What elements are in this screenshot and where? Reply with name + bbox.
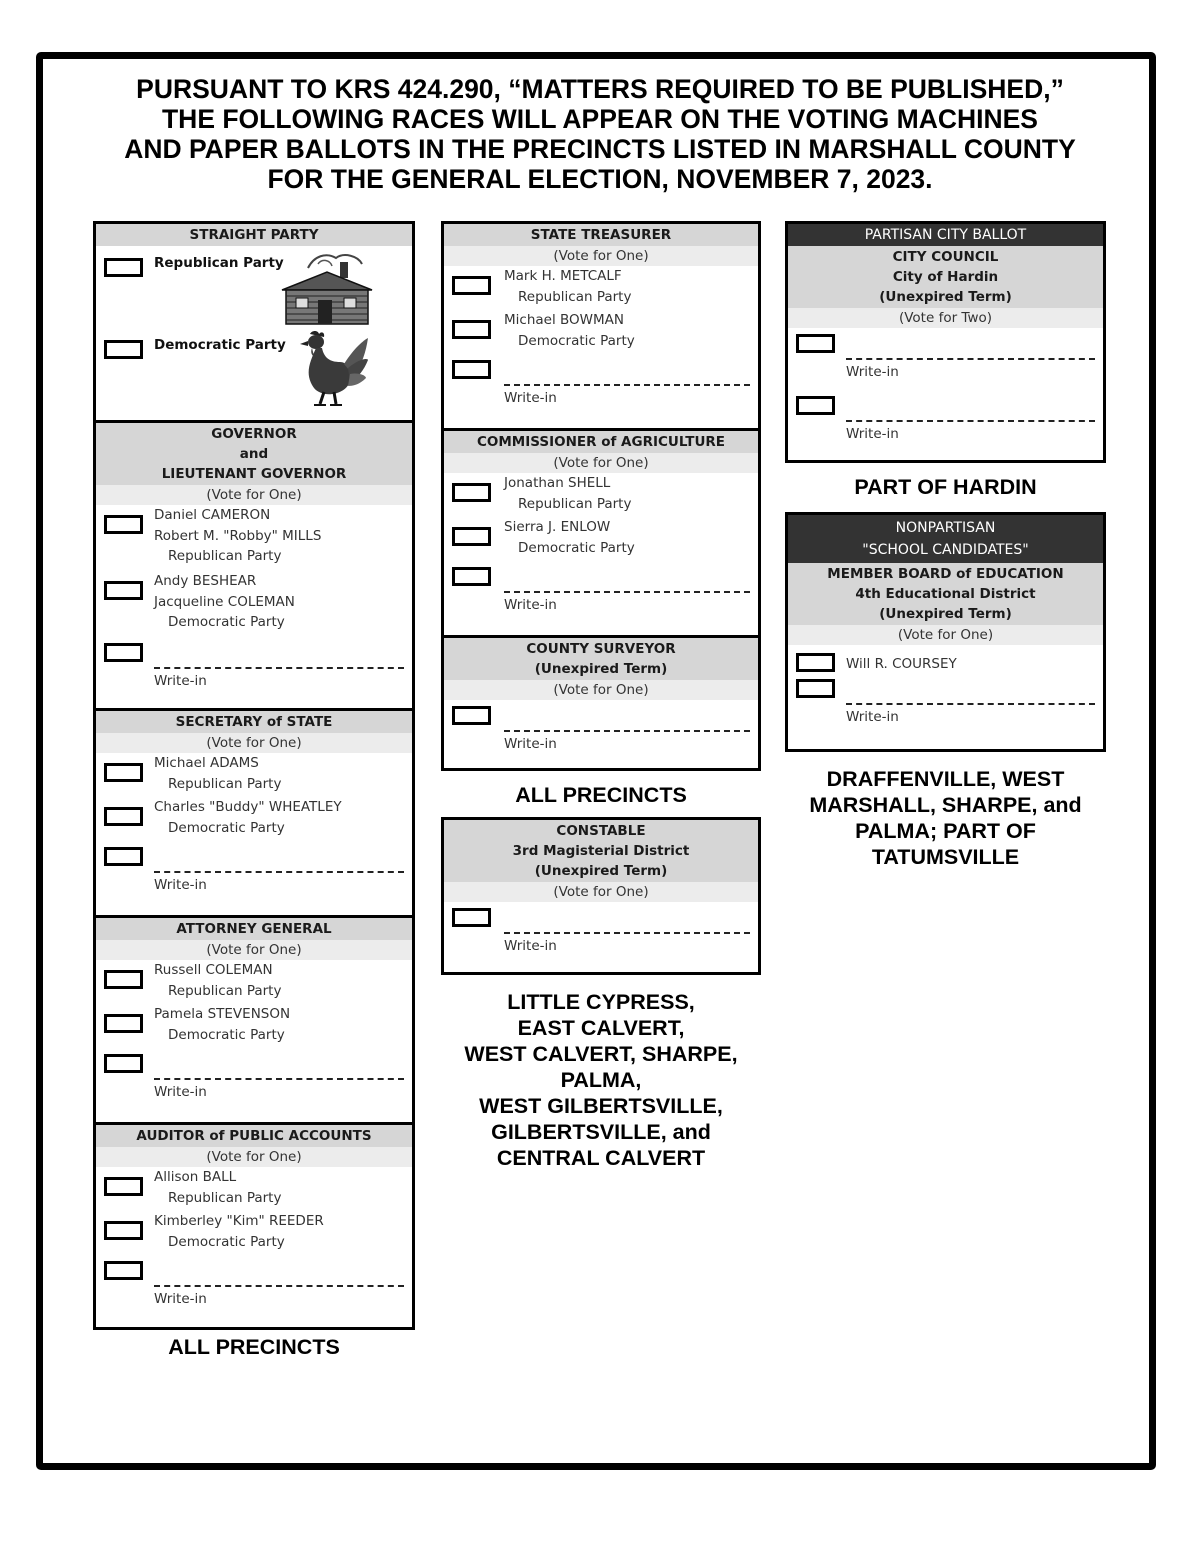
vote-instruction: (Vote for One) — [444, 453, 758, 473]
candidate-name: Mark H. METCALF — [504, 268, 622, 284]
candidate-bowman — [444, 310, 758, 354]
candidate-name: Sierra J. ENLOW — [504, 519, 611, 535]
candidate-name: Kimberley "Kim" REEDER — [154, 1213, 324, 1229]
candidate-party: Democratic Party — [168, 819, 285, 836]
straight-party-header: STRAIGHT PARTY — [96, 224, 412, 246]
shell-checkbox[interactable] — [452, 483, 491, 502]
middle-precincts-label: ALL PRECINCTS — [515, 783, 687, 807]
write-in-checkbox[interactable] — [452, 908, 491, 927]
republican-party-option — [96, 246, 412, 328]
wheatley-checkbox[interactable] — [104, 807, 143, 826]
candidate-ball — [96, 1167, 412, 1211]
write-in-checkbox[interactable] — [104, 1261, 143, 1280]
write-in-line[interactable] — [846, 420, 1095, 422]
heading-line-4: FOR THE GENERAL ELECTION, NOVEMBER 7, 2023. — [267, 164, 933, 194]
auditor-header: AUDITOR of PUBLIC ACCOUNTS — [96, 1125, 412, 1147]
vote-for-two-instruction: (Vote for Two) — [788, 308, 1103, 328]
precinct-line: PALMA; PART OF — [855, 819, 1036, 843]
republican-party-label: Republican Party — [154, 255, 284, 271]
constable-title: CONSTABLE — [556, 823, 646, 839]
straight-party-section — [96, 224, 412, 420]
school-district: 4th Educational District — [855, 586, 1036, 602]
bowman-checkbox[interactable] — [452, 320, 491, 339]
nonpartisan-banner — [788, 515, 1103, 563]
write-in-label: Write-in — [846, 426, 899, 442]
vote-instruction: (Vote for One) — [444, 246, 758, 266]
candidate-party: Democratic Party — [168, 614, 285, 630]
stevenson-checkbox[interactable] — [104, 1014, 143, 1033]
school-board-box — [785, 512, 1106, 752]
secretary-of-state-section — [96, 708, 412, 915]
constable-term: (Unexpired Term) — [534, 863, 668, 879]
school-precincts-label — [785, 766, 1106, 870]
city-council-title: CITY COUNCIL — [892, 249, 999, 265]
write-in-label: Write-in — [154, 1291, 207, 1307]
city-council-write-in-2 — [788, 390, 1103, 448]
constable-district: 3rd Magisterial District — [512, 843, 690, 859]
candidate-beshear-coleman — [96, 571, 412, 637]
write-in-label: Write-in — [154, 1084, 207, 1100]
precinct-line: CENTRAL CALVERT — [496, 1146, 706, 1170]
candidate-party: Republican Party — [168, 548, 282, 564]
precinct-line: WEST CALVERT, SHARPE, — [464, 1042, 738, 1066]
agriculture-section — [444, 428, 758, 635]
vote-instruction: (Vote for One) — [444, 680, 758, 700]
city-council-write-in-1 — [788, 328, 1103, 390]
left-precincts-label: ALL PRECINCTS — [168, 1335, 340, 1359]
left-ballot-column — [93, 221, 415, 1330]
ball-checkbox[interactable] — [104, 1177, 143, 1196]
precinct-line: TATUMSVILLE — [871, 845, 1020, 869]
constable-header — [444, 820, 758, 882]
surveyor-title: COUNTY SURVEYOR — [526, 641, 676, 657]
write-in-line[interactable] — [154, 667, 404, 669]
governor-vote-instruction: (Vote for One) — [96, 485, 412, 505]
candidate-name: Robert M. "Robby" MILLS — [154, 527, 322, 544]
write-in-checkbox[interactable] — [796, 396, 835, 415]
democratic-party-label: Democratic Party — [154, 337, 286, 353]
coursey-checkbox[interactable] — [796, 653, 835, 672]
beshear-coleman-checkbox[interactable] — [104, 581, 143, 600]
candidate-name: Jacqueline COLEMAN — [154, 593, 295, 610]
write-in-checkbox[interactable] — [452, 567, 491, 586]
write-in-checkbox[interactable] — [796, 334, 835, 353]
candidate-name: Allison BALL — [154, 1169, 237, 1185]
lieutenant-governor-title: LIEUTENANT GOVERNOR — [161, 466, 347, 482]
candidate-party: Democratic Party — [518, 539, 635, 556]
treasurer-header: STATE TREASURER — [444, 224, 758, 246]
write-in-label: Write-in — [846, 709, 899, 725]
candidate-metcalf — [444, 266, 758, 310]
city-council-term: (Unexpired Term) — [879, 289, 1012, 305]
candidate-name: Michael BOWMAN — [504, 312, 624, 328]
precinct-line: EAST CALVERT, — [517, 1016, 685, 1040]
rooster-icon — [288, 328, 370, 408]
write-in-line[interactable] — [154, 1285, 404, 1287]
auditor-write-in — [96, 1255, 412, 1313]
hardin-precinct-label: PART OF HARDIN — [854, 475, 1037, 499]
write-in-label: Write-in — [154, 673, 207, 689]
vote-instruction: (Vote for One) — [788, 625, 1103, 645]
vote-instruction: (Vote for One) — [96, 1147, 412, 1167]
precinct-line: MARSHALL, SHARPE, and — [809, 793, 1082, 817]
log-cabin-icon — [278, 250, 376, 326]
write-in-checkbox[interactable] — [452, 360, 491, 379]
candidate-russell-coleman — [96, 960, 412, 1004]
city-council-header — [788, 246, 1103, 308]
write-in-line[interactable] — [504, 730, 750, 732]
agriculture-header: COMMISSIONER of AGRICULTURE — [444, 431, 758, 453]
precinct-line: GILBERTSVILLE, and — [491, 1120, 711, 1144]
candidate-wheatley — [96, 797, 412, 841]
heading-line-1: PURSUANT TO KRS 424.290, “MATTERS REQUIRED TO BE PUBLISHED,” — [136, 74, 1064, 104]
surveyor-term: (Unexpired Term) — [534, 661, 668, 677]
russell-coleman-checkbox[interactable] — [104, 970, 143, 989]
city-council-box — [785, 221, 1106, 463]
school-board-header — [788, 563, 1103, 625]
write-in-label: Write-in — [504, 390, 557, 406]
governor-section — [96, 420, 412, 708]
attorney-header: ATTORNEY GENERAL — [96, 918, 412, 940]
partisan-city-ballot-banner: PARTISAN CITY BALLOT — [788, 224, 1103, 246]
candidate-party: Republican Party — [518, 495, 632, 512]
school-candidates-title: "SCHOOL CANDIDATES" — [862, 542, 1029, 558]
school-board-title: MEMBER BOARD of EDUCATION — [827, 566, 1064, 582]
attorney-general-section — [96, 915, 412, 1122]
nonpartisan-title: NONPARTISAN — [895, 520, 996, 536]
constable-precincts-label — [441, 989, 761, 1171]
treasurer-section — [444, 224, 758, 428]
candidate-name: Russell COLEMAN — [154, 962, 273, 978]
write-in-label: Write-in — [846, 364, 899, 380]
adams-checkbox[interactable] — [104, 763, 143, 782]
surveyor-section — [444, 635, 758, 768]
candidate-party: Republican Party — [518, 288, 632, 305]
precinct-line: LITTLE CYPRESS, — [507, 990, 695, 1014]
candidate-party: Republican Party — [168, 982, 282, 999]
candidate-party: Republican Party — [168, 1189, 282, 1206]
metcalf-checkbox[interactable] — [452, 276, 491, 295]
heading-line-3: AND PAPER BALLOTS IN THE PRECINCTS LISTED IN MARSHALL COUNTY — [124, 134, 1076, 164]
write-in-checkbox[interactable] — [796, 679, 835, 698]
write-in-line[interactable] — [154, 871, 404, 873]
precinct-line: DRAFFENVILLE, WEST — [826, 767, 1065, 791]
candidate-party: Democratic Party — [168, 1233, 285, 1250]
agriculture-write-in — [444, 561, 758, 619]
notice-heading — [60, 74, 1140, 194]
constable-section — [444, 820, 758, 960]
attorney-write-in — [96, 1048, 412, 1106]
governor-and: and — [239, 446, 269, 462]
write-in-label: Write-in — [504, 736, 557, 752]
candidate-cameron-mills — [96, 505, 412, 571]
write-in-line[interactable] — [504, 384, 750, 386]
middle-ballot-column — [441, 221, 761, 771]
write-in-line[interactable] — [154, 1078, 404, 1080]
write-in-checkbox[interactable] — [104, 643, 143, 662]
write-in-label: Write-in — [154, 877, 207, 893]
vote-instruction: (Vote for One) — [96, 940, 412, 960]
candidate-reeder — [96, 1211, 412, 1255]
candidate-name: Will R. COURSEY — [846, 656, 957, 672]
candidate-party: Republican Party — [168, 775, 282, 792]
write-in-checkbox[interactable] — [452, 706, 491, 725]
candidate-coursey — [788, 645, 1103, 677]
write-in-label: Write-in — [504, 938, 557, 954]
precinct-line: PALMA, — [560, 1068, 642, 1092]
republican-party-checkbox[interactable] — [104, 258, 143, 277]
write-in-line[interactable] — [846, 703, 1095, 705]
governor-title: GOVERNOR — [211, 426, 297, 442]
city-name: City of Hardin — [892, 269, 999, 285]
governor-header — [96, 423, 412, 485]
candidate-party: Democratic Party — [518, 332, 635, 349]
candidate-adams — [96, 753, 412, 797]
heading-line-2: THE FOLLOWING RACES WILL APPEAR ON THE VOTING MACHINES — [162, 104, 1038, 134]
secretary-header: SECRETARY of STATE — [96, 711, 412, 733]
candidate-shell — [444, 473, 758, 517]
candidate-party: Democratic Party — [168, 1026, 285, 1043]
precinct-line: WEST GILBERTSVILLE, — [479, 1094, 723, 1118]
democratic-party-checkbox[interactable] — [104, 340, 143, 359]
write-in-label: Write-in — [504, 597, 557, 613]
candidate-enlow — [444, 517, 758, 561]
candidate-stevenson — [96, 1004, 412, 1048]
vote-instruction: (Vote for One) — [96, 733, 412, 753]
write-in-line[interactable] — [504, 591, 750, 593]
write-in-checkbox[interactable] — [104, 847, 143, 866]
candidate-name: Michael ADAMS — [154, 755, 259, 771]
candidate-name: Charles "Buddy" WHEATLEY — [154, 799, 342, 815]
secretary-write-in — [96, 841, 412, 899]
surveyor-header — [444, 638, 758, 680]
surveyor-write-in — [444, 700, 758, 758]
write-in-line[interactable] — [504, 932, 750, 934]
school-write-in — [788, 677, 1103, 735]
constable-box — [441, 817, 761, 975]
democratic-party-option — [96, 328, 412, 410]
auditor-section — [96, 1122, 412, 1327]
candidate-name: Andy BESHEAR — [154, 573, 257, 589]
constable-write-in — [444, 902, 758, 960]
candidate-name: Jonathan SHELL — [504, 475, 611, 491]
governor-write-in — [96, 637, 412, 695]
write-in-line[interactable] — [846, 358, 1095, 360]
vote-instruction: (Vote for One) — [444, 882, 758, 902]
candidate-name: Pamela STEVENSON — [154, 1006, 291, 1022]
cameron-mills-checkbox[interactable] — [104, 515, 143, 534]
school-term: (Unexpired Term) — [879, 606, 1012, 622]
treasurer-write-in — [444, 354, 758, 412]
enlow-checkbox[interactable] — [452, 527, 491, 546]
write-in-checkbox[interactable] — [104, 1054, 143, 1073]
candidate-name: Daniel CAMERON — [154, 507, 271, 523]
reeder-checkbox[interactable] — [104, 1221, 143, 1240]
